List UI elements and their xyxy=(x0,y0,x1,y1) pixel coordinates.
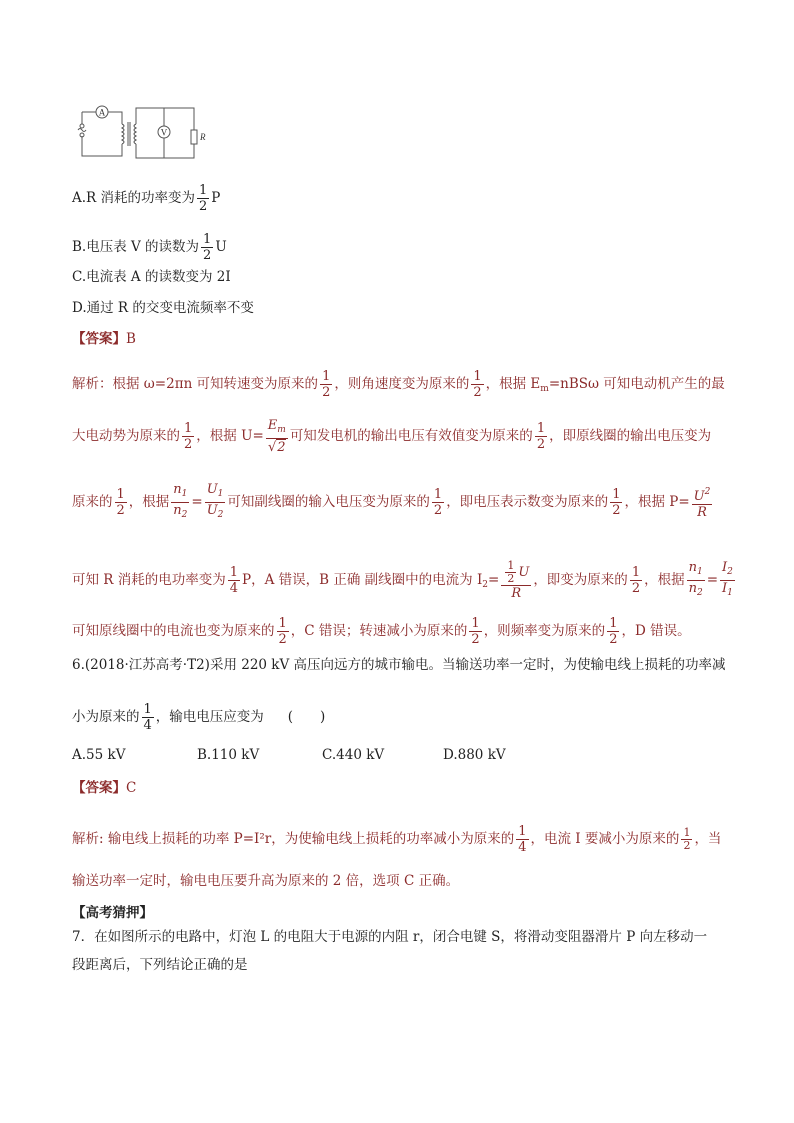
option-b-unit: U xyxy=(215,239,227,255)
q6-option-d: D.880 kV xyxy=(443,747,506,763)
section-heading-predict: 【高考猜押】 xyxy=(72,905,153,921)
option-a-unit: P xyxy=(211,190,221,206)
q6-stem-line-2: 小为原来的 $\frac{1}{4}$ ，输电电压应变为 ( ) xyxy=(72,702,326,733)
answer-blank: ( ) xyxy=(287,709,326,725)
q6-solution-line-1: 解析: 输电线上损耗的功率 P=I²r，为使输电线上损耗的功率减小为原来的 $\frac{1}{4}$ ，电流 I 要减小为原来的 $\frac{1}{2}$ ，当 xyxy=(72,824,722,855)
option-b xyxy=(72,232,227,263)
primary-coil-icon xyxy=(122,124,124,144)
ammeter-label: A xyxy=(98,107,106,118)
primary-bottom-wire xyxy=(82,136,122,156)
q5-solution-line-4: 可知 R 消耗的电功率变为 $\frac{1}{4}$ P，A 错误，B 正确 副线圈中的电流为 $I_2=$ $\frac{1}{2}$ U R ，即变为原来的 $\frac{1}{2}$ ，根据 $\frac{n_1}{n_2}$ = $\frac{I_2}{I_1}$ xyxy=(72,559,733,601)
option-b-text: B.电压表 V 的读数为 xyxy=(72,239,200,255)
option-a-text: A.R 消耗的功率变为 xyxy=(72,190,195,206)
option-c: C.电流表 A 的读数变为 2I xyxy=(72,269,231,285)
secondary-coil-icon xyxy=(134,124,136,144)
q5-solution-line-5: 可知原线圈中的电流也变为原来的 $\frac{1}{2}$ ，C 错误；转速减小为原来的 $\frac{1}{2}$ ，则频率变为原来的 $\frac{1}{2}$ ，D 错误。 xyxy=(72,616,691,647)
q5-solution-line-3: 原来的 $\frac{1}{2}$ ，根据 $\frac{n_1}{n_2}$ = $\frac{U_1}{U_2}$ 可知副线圈的输入电压变为原来的 $\frac{1}{2}$ ，即电压表示数变为原来的 $\frac{1}{2}$ ，根据 P= $\frac{U^2}{R}$ xyxy=(72,482,711,520)
q6-option-b: B.110 kV xyxy=(197,747,260,763)
fraction-half: $\frac{1}{2}$ xyxy=(199,183,208,214)
q7-stem-line-1: 7．在如图所示的电路中，灯泡 L 的电阻大于电源的内阻 r，闭合电键 S，将滑动变阻器滑片 P 向左移动一 xyxy=(72,929,708,945)
option-d: D.通过 R 的交变电流频率不变 xyxy=(72,300,254,316)
q6-answer: 【答案】C xyxy=(72,780,137,796)
q5-solution-line-2: 大电动势为原来的 $\frac{1}{2}$ ，根据 U= $\frac{E_m}{√2}$ 可知发电机的输出电压有效值变为原来的 $\frac{1}{2}$ ，即原线圈的输出电压变为 xyxy=(72,418,712,455)
resistor-label: R xyxy=(200,132,206,142)
q6-solution-line-2: 输送功率一定时，输电电压要升高为原来的 2 倍，选项 C 正确。 xyxy=(72,873,460,889)
fraction-em-over-sqrt2: $\frac{E_m}{√2}$ xyxy=(267,418,286,455)
option-a xyxy=(72,183,220,214)
q6-option-c: C.440 kV xyxy=(322,747,385,763)
q5-solution-line-1: 解析：根据 ω=2πn 可知转速变为原来的 $\frac{1}{2}$ ，则角速度变为原来的 $\frac{1}{2}$ ，根据 $E_m=nBS\omega$ 可知电动机产生的最 xyxy=(72,369,725,400)
q5-answer: 【答案】B xyxy=(72,331,136,347)
transformer-circuit-diagram xyxy=(72,102,212,166)
resistor-icon xyxy=(191,130,197,144)
source-terminal-icon xyxy=(80,124,84,128)
q6-stem-line-1: 6.(2018·江苏高考·T2)采用 220 kV 高压向远方的城市输电。当输送功率一定时，为使输电线上损耗的功率减 xyxy=(72,657,726,673)
voltmeter-label: V xyxy=(160,127,168,138)
q7-stem-line-2: 段距离后，下列结论正确的是 xyxy=(72,957,248,973)
ac-source-icon xyxy=(78,129,86,132)
fraction-half: $\frac{1}{2}$ xyxy=(203,232,212,263)
q6-option-a: A.55 kV xyxy=(72,747,126,763)
